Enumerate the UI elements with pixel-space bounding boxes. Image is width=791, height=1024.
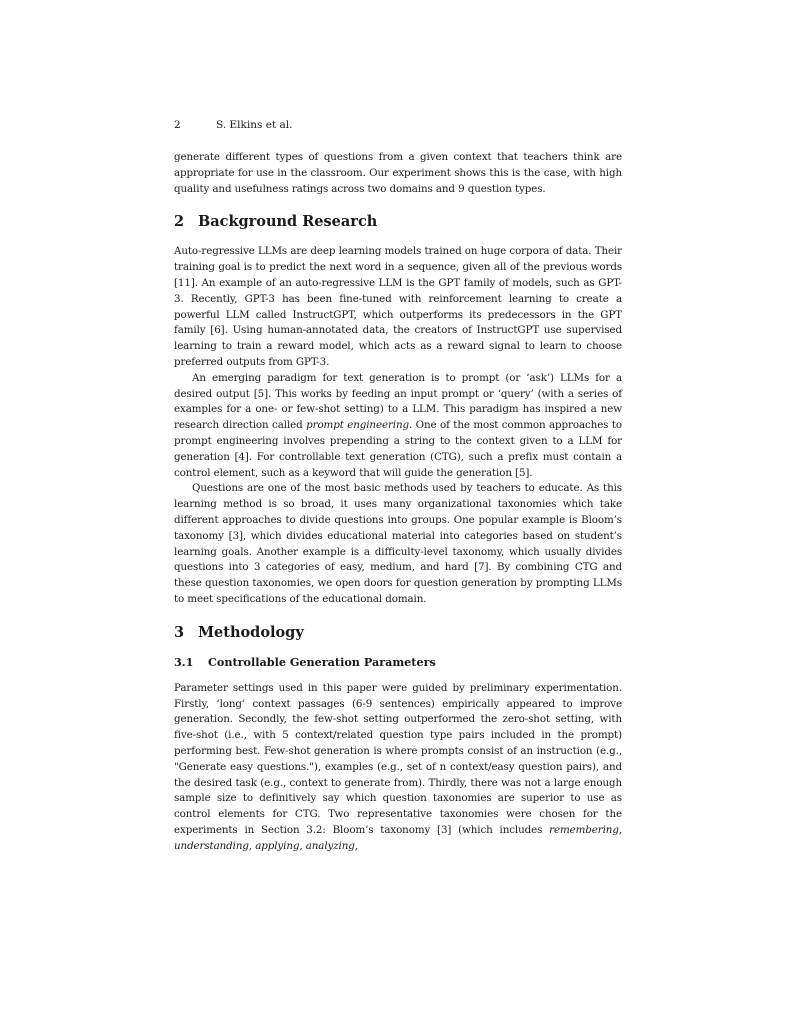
background-paragraph-1: Auto-regressive LLMs are deep learning models trained on huge corpora of data. Their training goal is to predict the next word in a sequence, given all of the previous words [11]. An example of an auto-regressive LLM is the GPT family of models, such as GPT-3. Recently, GPT-3 has been fine-tuned with reinforcement learning to create a powerful LLM called InstructGPT, which outperforms its predecessors in the GPT family [6]. Using human-annotated data, the creators of InstructGPT use supervised learning to train a reward model, which acts as a reward signal to learn to choose preferred outputs from GPT-3. bbox=[174, 245, 622, 368]
prompt-engineering-term: prompt engineering bbox=[306, 419, 409, 432]
section-3-number: 3 bbox=[174, 623, 185, 641]
background-paragraph-2-start: An emerging paradigm for text generation is to prompt (or ‘ask’) LLMs for a desired output [5]. This works by feeding an input prompt or ‘query’ (with a series of examples for a one- or few-shot setting) to a LLM. This paradigm has inspired a new research direction called bbox=[174, 371, 622, 432]
subsection-3-1-number: 3.1 bbox=[174, 654, 194, 669]
section-3-title: Methodology bbox=[198, 623, 304, 641]
page-number: 2 bbox=[174, 119, 181, 131]
bloom-levels-list: remembering, understanding, applying, analyzing, bbox=[174, 823, 622, 852]
intro-continuation-paragraph: generate different types of questions from a given context that teachers think are appropriate for use in the classroom. Our experiment shows this is the case, with high quality and usefulness ratings across two domains and 9 question types. bbox=[174, 151, 622, 195]
subsection-3-1-title: Controllable Generation Parameters bbox=[208, 654, 436, 669]
methodology-paragraph-1-start: Parameter settings used in this paper were guided by preliminary experimentation. Firstly, ‘long’ context passages (6-9 sentences) empirically appeared to improve generation. Secondly, the few-shot setting outperformed the zero-shot setting, with five-shot (i.e., with 5 context/related question type pairs included in the prompt) performing best. Few-shot generation is where prompts consist of an instruction (e.g., "Generate easy questions."), examples (e.g., set of n context/easy question pairs), and the desired task (e.g., context to generate from). Thirdly, there was not a large enough sample size to definitively say which question taxonomies are superior to use as control elements for CTG. Two representative taxonomies were chosen for the experiments in Section 3.2: Bloom’s taxonomy [3] (which includes bbox=[174, 681, 622, 836]
background-paragraph-2-end: . One of the most common approaches to prompt engineering involves prepending a string to the context given to a LLM for generation [4]. For controllable text generation (CTG), such a prefix must contain a control element, such as a keyword that will guide the generation [5]. bbox=[174, 419, 622, 479]
section-2-title: Background Research bbox=[198, 213, 378, 231]
paper-page bbox=[174, 118, 622, 854]
background-paragraph-3: Questions are one of the most basic methods used by teachers to educate. As this learning method is so broad, it uses many organizational taxonomies which take different approaches to divide questions into groups. One popular example is Bloom’s taxonomy [3], which divides educational material into categories based on student’s learning goals. Another example is a difficulty-level taxonomy, which usually divides questions into 3 categories of easy, medium, and hard [7]. By combining CTG and these question taxonomies, we open doors for question generation by prompting LLMs to meet specifications of the educational domain. bbox=[174, 482, 622, 605]
running-head bbox=[174, 118, 622, 132]
background-paragraph-2 bbox=[174, 371, 622, 482]
section-2-number: 2 bbox=[174, 213, 185, 231]
subsection-3-1-heading bbox=[174, 655, 622, 670]
running-head-authors: S. Elkins et al. bbox=[216, 119, 293, 131]
section-2-heading bbox=[174, 213, 622, 231]
methodology-paragraph-1 bbox=[174, 681, 622, 855]
section-3-heading bbox=[174, 624, 622, 642]
